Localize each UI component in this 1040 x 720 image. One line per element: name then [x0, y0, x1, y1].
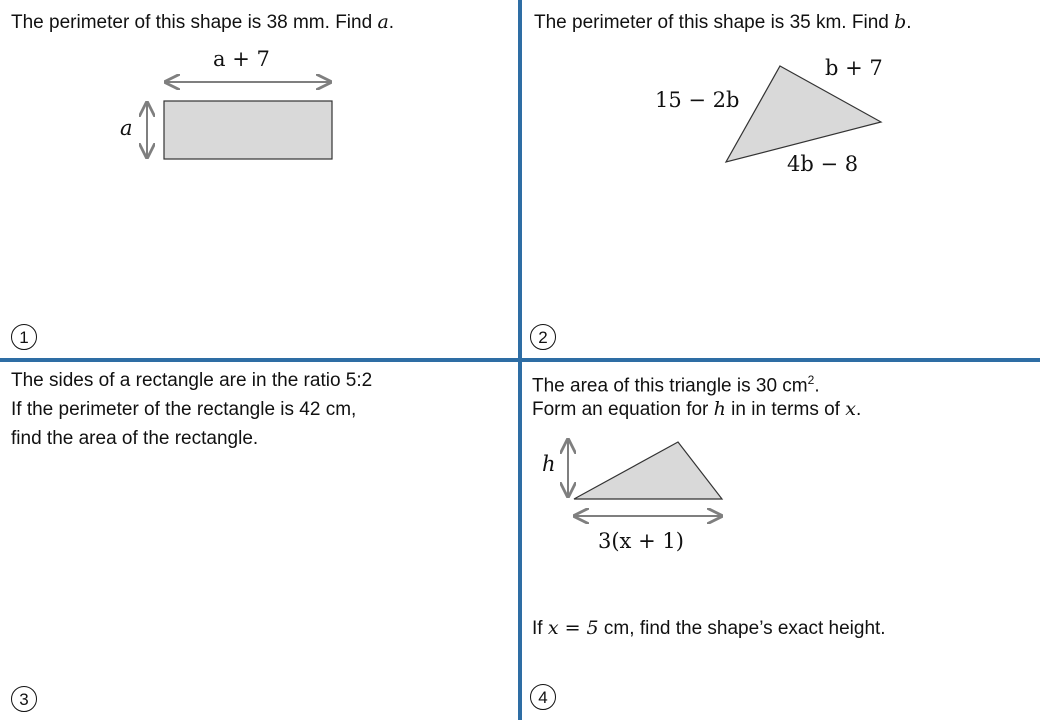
question-2-panel	[522, 0, 1040, 359]
triangle-diagram	[522, 0, 1040, 359]
label-width: a + 7	[213, 47, 270, 71]
label-h: h	[542, 452, 556, 476]
label-left-side: 15 − 2b	[655, 88, 740, 112]
question-number-2: 2	[530, 324, 556, 350]
triangle-shape	[574, 442, 722, 499]
question-4-line-1: The area of this triangle is 30 $cm^2$.	[532, 373, 820, 397]
question-1-panel	[0, 0, 518, 359]
question-4-followup: If x = 5 cm, find the shape’s exact height.	[532, 617, 886, 639]
label-right-side: b + 7	[825, 56, 883, 80]
question-number-3: 3	[11, 686, 37, 712]
label-base: 3(x + 1)	[598, 529, 684, 553]
question-number-4: 4	[530, 684, 556, 710]
question-3-panel	[0, 362, 518, 720]
question-number-1: 1	[11, 324, 37, 350]
label-bottom-side: 4b − 8	[787, 152, 859, 176]
question-4-panel	[522, 362, 1040, 720]
rectangle-shape	[164, 101, 332, 159]
question-3-prompt: The sides of a rectangle are in the ratio 5:2 If the perimeter of the rectangle is 42 cm, find the area of the rectangle.	[11, 370, 373, 449]
question-2-prompt: The perimeter of this shape is 35 km. Find b.	[534, 11, 912, 33]
triangle-shape	[726, 66, 881, 162]
question-1-prompt: The perimeter of this shape is 38 mm. Find a.	[11, 11, 395, 33]
label-height: a	[120, 116, 133, 140]
question-4-line-2: Form an equation for h in in terms of x.	[532, 398, 862, 420]
